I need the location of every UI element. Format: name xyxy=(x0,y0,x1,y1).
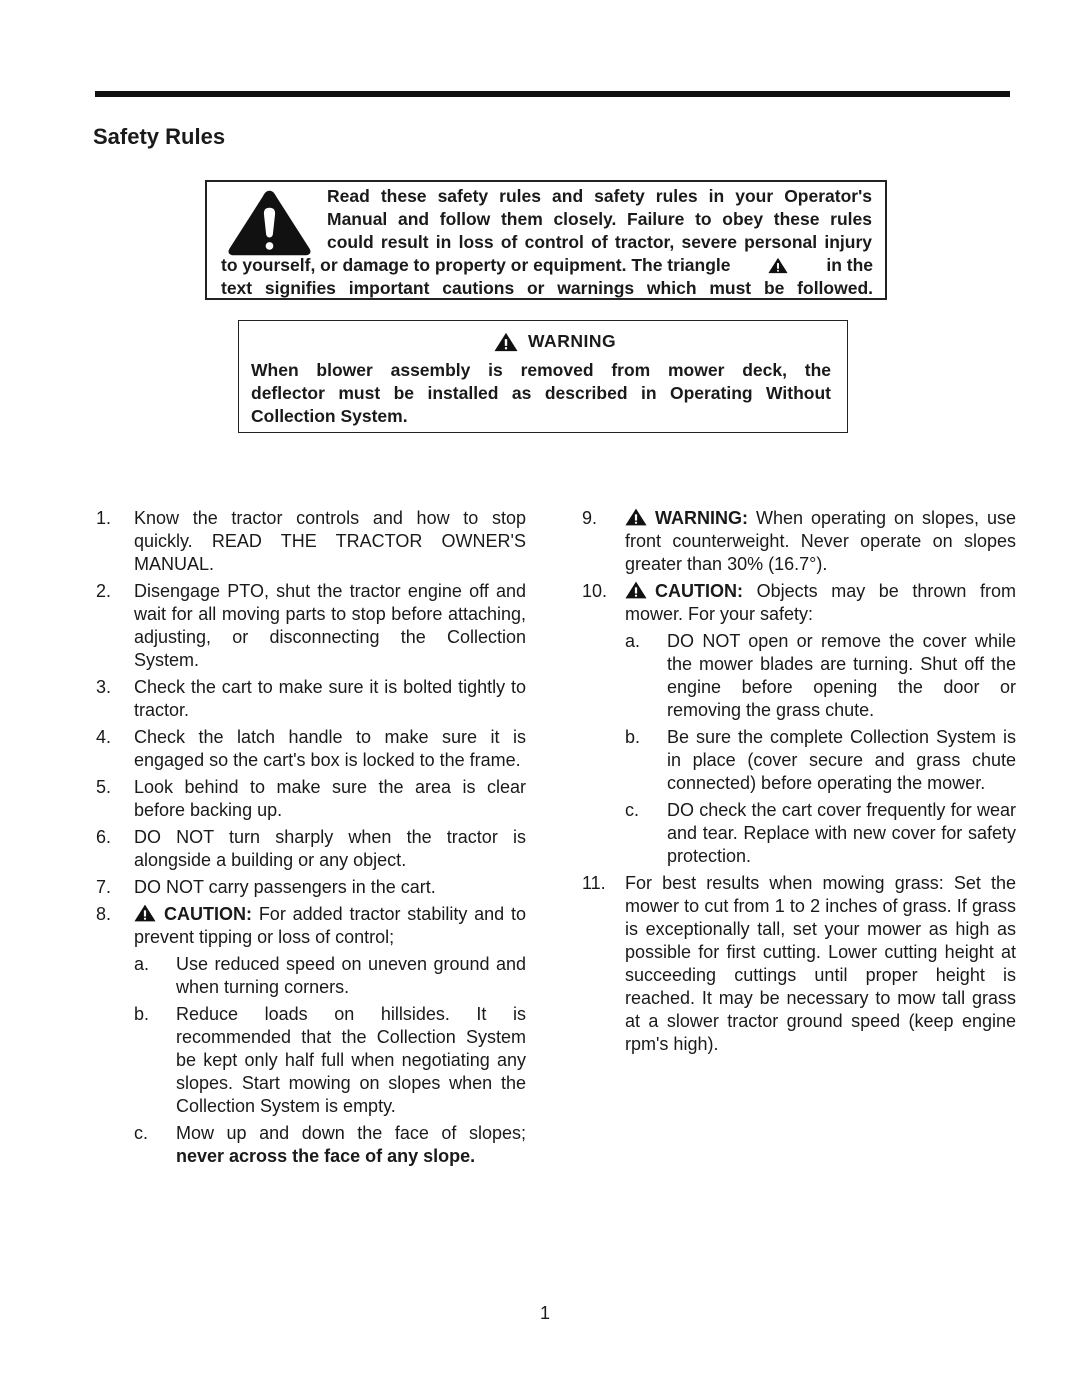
rule-text: Look behind to make sure the area is clear before backing up. xyxy=(134,777,526,820)
intro-line-4a: to yourself, or damage to property or equipment. The triangle xyxy=(221,255,731,275)
rule-text xyxy=(625,580,1016,626)
rule-number: 10. xyxy=(582,581,608,601)
sub-text: Be sure the complete Collection System is in place (cover secure and grass chute connected) before operating the mower. xyxy=(667,727,1016,793)
rule-item xyxy=(582,507,1016,576)
rule-number: 9. xyxy=(582,508,598,528)
rule-number: 4. xyxy=(96,727,112,747)
rule-body: Objects may be thrown from mower. For your safety: xyxy=(625,581,1016,624)
rule-item xyxy=(582,872,1016,1056)
rule-number: 1. xyxy=(96,508,112,528)
intro-line-2: Manual and follow them closely. Failure to obey these rules xyxy=(327,209,872,229)
rule-text: Disengage PTO, shut the tractor engine off and wait for all moving parts to stop before attaching, adjusting, or disconnecting the Collection System. xyxy=(134,581,526,670)
rule-body: When operating on slopes, use front counterweight. Never operate on slopes greater than 30% (16.7°). xyxy=(625,508,1016,574)
rule-text: Check the latch handle to make sure it is engaged so the cart's box is locked to the frame. xyxy=(134,727,526,770)
top-rule xyxy=(95,91,1010,97)
sub-item xyxy=(625,726,1016,795)
rule-text: DO NOT carry passengers in the cart. xyxy=(134,877,436,897)
rule-number: 11. xyxy=(582,873,606,893)
rule-text xyxy=(625,507,1016,576)
rule-item xyxy=(96,580,526,672)
warning-line-2: deflector must be installed as described in Operating Without xyxy=(251,383,831,403)
warning-triangle-icon xyxy=(625,581,647,599)
rule-text xyxy=(134,903,526,949)
rule-body: For added tractor stability and to prevent tipping or loss of control; xyxy=(134,904,526,947)
sub-item xyxy=(134,953,526,999)
rule-item xyxy=(96,676,526,722)
rule-text: Know the tractor controls and how to stop quickly. READ THE TRACTOR OWNER'S MANUAL. xyxy=(134,508,526,574)
warning-triangle-icon xyxy=(768,257,788,274)
rule-text: Check the cart to make sure it is bolted tightly to tractor. xyxy=(134,677,526,720)
sub-text: Reduce loads on hillsides. It is recommended that the Collection System be kept only half full when negotiating any slopes. Start mowing on slopes when the Collection System is empty. xyxy=(176,1004,526,1116)
sub-letter: c. xyxy=(625,800,640,820)
caution-label: CAUTION: xyxy=(655,581,743,601)
sub-item xyxy=(625,630,1016,722)
sub-letter: c. xyxy=(134,1123,149,1143)
warning-triangle-icon xyxy=(227,189,312,257)
sub-text: DO check the cart cover frequently for wear and tear. Replace with new cover for safety protection. xyxy=(667,800,1016,866)
intro-line-3: could result in loss of control of tractor, severe personal injury xyxy=(327,232,872,252)
page-number: 1 xyxy=(540,1303,551,1323)
rule-text: DO NOT turn sharply when the tractor is alongside a building or any object. xyxy=(134,827,526,870)
sub-letter: a. xyxy=(134,954,150,974)
sub-item xyxy=(625,799,1016,868)
sub-bold: never across the face of any slope. xyxy=(176,1146,476,1166)
intro-line-5: text signifies important cautions or warnings which must be followed. xyxy=(221,278,873,298)
rule-number: 3. xyxy=(96,677,112,697)
intro-safety-box xyxy=(205,180,887,300)
intro-line-4b: in the xyxy=(826,255,873,275)
sub-letter: a. xyxy=(625,631,641,651)
warning-heading xyxy=(494,331,616,352)
sub-body: Mow up and down the face of slopes; xyxy=(176,1123,526,1143)
warning-label: WARNING: xyxy=(655,508,748,528)
rule-number: 5. xyxy=(96,777,112,797)
warning-triangle-icon xyxy=(134,904,156,922)
caution-label: CAUTION: xyxy=(164,904,252,924)
sub-text: Use reduced speed on uneven ground and when turning corners. xyxy=(176,954,526,997)
warning-heading-text: WARNING xyxy=(528,331,617,351)
sub-letter: b. xyxy=(134,1004,150,1024)
rule-item xyxy=(582,580,1016,868)
sub-item xyxy=(134,1003,526,1118)
rule-item xyxy=(96,726,526,772)
rule-item xyxy=(96,876,526,899)
rules-column-left xyxy=(96,507,526,1172)
warning-line-1: When blower assembly is removed from mower deck, the xyxy=(251,360,831,380)
rule-number: 8. xyxy=(96,904,112,924)
rules-column-right xyxy=(582,507,1016,1060)
rule-item xyxy=(96,776,526,822)
rule-text: For best results when mowing grass: Set the mower to cut from 1 to 2 inches of grass. If grass is exceptionally tall, set your mower as high as possible for first cutting. Lower cutting height at succeeding cuttings until proper height is reached. It may be necessary to mow tall grass at a slower tractor ground speed (keep engine rpm's high). xyxy=(625,873,1016,1054)
warning-triangle-icon xyxy=(494,332,518,352)
warning-box xyxy=(238,320,848,433)
page-title: Safety Rules xyxy=(93,124,226,149)
sub-letter: b. xyxy=(625,727,641,747)
rule-number: 2. xyxy=(96,581,112,601)
rule-item xyxy=(96,507,526,576)
sub-item xyxy=(134,1122,526,1168)
intro-line-1: Read these safety rules and safety rules in your Operator's xyxy=(327,186,872,206)
rule-number: 6. xyxy=(96,827,112,847)
sub-text xyxy=(176,1122,526,1168)
warning-line-3: Collection System. xyxy=(251,406,408,426)
rule-number: 7. xyxy=(96,877,112,897)
sub-text: DO NOT open or remove the cover while the mower blades are turning. Shut off the engine before opening the door or removing the grass chute. xyxy=(667,631,1016,720)
rule-item xyxy=(96,903,526,1168)
warning-triangle-icon xyxy=(625,508,647,526)
intro-line-4 xyxy=(221,254,873,277)
rule-item xyxy=(96,826,526,872)
